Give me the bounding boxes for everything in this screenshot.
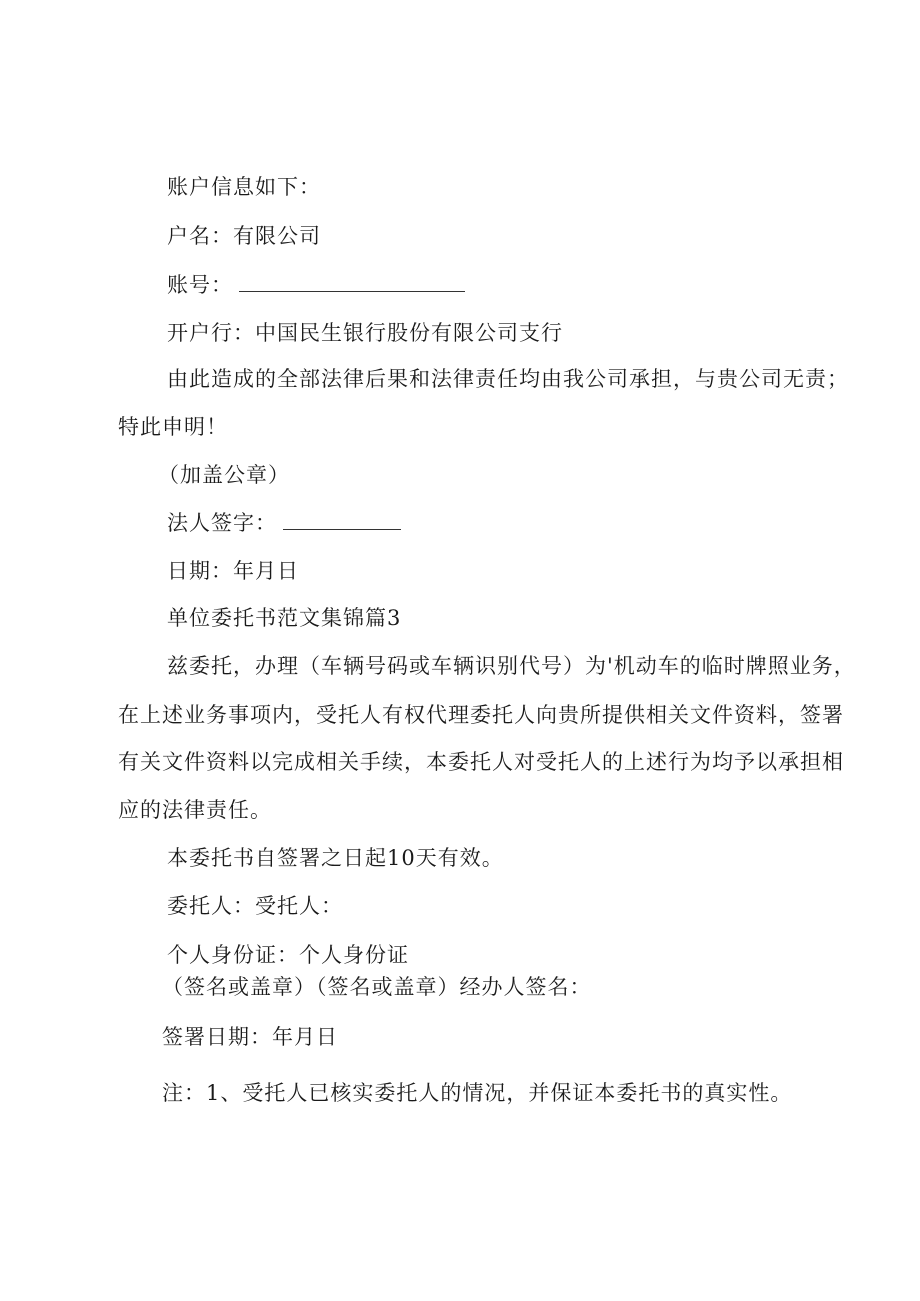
body-line-4: 应的法律责任。 — [118, 798, 272, 822]
body-line-2: 在上述业务事项内，受托人有权代理委托人向贵所提供相关文件资料，签署 — [118, 703, 844, 727]
account-number-label: 账号： — [167, 273, 233, 297]
account-number-row — [167, 270, 465, 300]
account-name-label: 户名： — [167, 224, 233, 248]
account-name-value: 有限公司 — [233, 224, 321, 248]
bank-label: 开户行： — [167, 321, 255, 345]
sign-date-line: 签署日期：年月日 — [162, 1025, 338, 1049]
bank-row — [167, 318, 563, 348]
account-info-heading: 账户信息如下： — [167, 175, 321, 199]
signatures-line: （签名或盖章）（签名或盖章）经办人签名： — [162, 975, 592, 999]
body-line-3: 有关文件资料以完成相关手续，本委托人对受托人的上述行为均予以承担相 — [118, 750, 844, 774]
legal-rep-signature-row — [167, 508, 401, 538]
legal-rep-signature-label: 法人签字： — [167, 511, 277, 535]
liability-line-1: 由此造成的全部法律后果和法律责任均由我公司承担，与贵公司无责； — [167, 367, 849, 391]
validity-line: 本委托书自签署之日起10天有效。 — [167, 846, 504, 870]
id-cards-line: 个人身份证：个人身份证 — [167, 943, 409, 967]
note-line: 注：1、受托人已核实委托人的情况，并保证本委托书的真实性。 — [162, 1081, 793, 1105]
account-name-row — [167, 221, 321, 251]
seal-note: （加盖公章） — [158, 463, 290, 487]
legal-rep-signature-blank — [283, 511, 401, 530]
section-title: 单位委托书范文集锦篇3 — [167, 606, 402, 630]
account-number-blank — [239, 273, 465, 292]
body-line-1: 兹委托，办理（车辆号码或车辆识别代号）为'机动车的临时牌照业务， — [167, 654, 856, 678]
liability-line-2: 特此申明！ — [118, 415, 228, 439]
date-line: 日期：年月日 — [167, 559, 299, 583]
parties-line: 委托人：受托人： — [167, 894, 343, 918]
bank-value: 中国民生银行股份有限公司支行 — [255, 321, 563, 345]
